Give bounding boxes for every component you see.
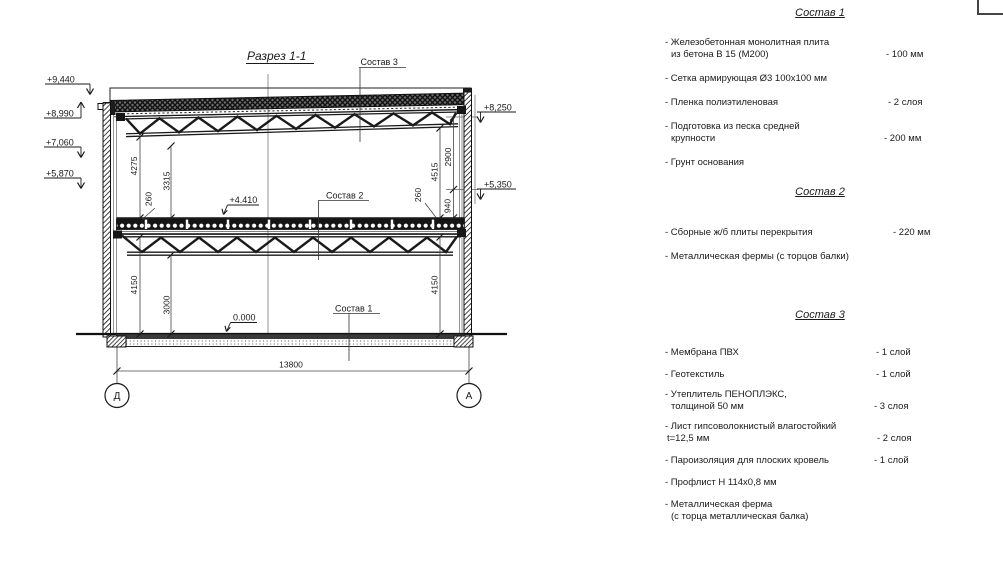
section-title — [246, 49, 314, 64]
legend-item-value: - 220 мм — [893, 227, 931, 238]
legend-item-text: - Пароизоляция для плоских кровель — [665, 455, 830, 466]
legend-item-text2: из бетона В 15 (М200) — [671, 49, 769, 60]
legend-item-value: - 1 слой — [874, 455, 909, 466]
axis-bubbles — [105, 384, 481, 408]
legend-item-value: - 3 слоя — [874, 401, 909, 412]
legend-item-text: - Геотекстиль — [665, 369, 725, 380]
axis-letter-left: Д — [113, 391, 121, 402]
elevation-8250: +8,250 — [484, 102, 512, 113]
legend-item-text: - Подготовка из песка средней — [665, 121, 800, 132]
dim-260-left: 260 — [143, 191, 154, 207]
dim-260-right: 260 — [413, 187, 423, 203]
dim-940: 940 — [442, 198, 453, 214]
axis-letter-right: А — [465, 391, 473, 402]
legend-item-text: - Железобетонная монолитная плита — [665, 37, 830, 48]
dim-3315: 3315 — [161, 171, 172, 191]
legend-item-value: - 2 слоя — [888, 97, 923, 108]
dim-4150-left: 4150 — [129, 275, 139, 295]
wall-right — [464, 92, 472, 337]
foundation-right — [454, 336, 473, 347]
legend-item-text: - Грунт основания — [665, 157, 745, 168]
legend-item — [665, 37, 880, 61]
legend-item — [665, 477, 880, 489]
elevation-8990: +8,990 — [46, 108, 74, 119]
legend-item — [665, 347, 880, 359]
roof-layer-band — [110, 93, 471, 112]
dim-4275: 4275 — [129, 156, 139, 176]
legend-item — [665, 389, 880, 413]
foundation-left — [107, 336, 126, 347]
legend-item — [665, 369, 880, 381]
legend-item — [665, 421, 890, 445]
sheet-frame-corner — [977, 0, 1003, 15]
legend-item-text: - Профлист Н 114х0,8 мм — [665, 477, 777, 488]
dim-span-13800: 13800 — [279, 359, 303, 370]
legend-item-value: - 2 слоя — [877, 433, 912, 444]
legend-item — [665, 455, 880, 467]
legend-item-text: - Сетка армирующая Ø3 100х100 мм — [665, 73, 828, 84]
legend-item-text: - Металлическая ферма — [665, 499, 773, 510]
callout-sostav-1: Состав 1 — [335, 303, 373, 314]
composition-legend — [660, 0, 1003, 584]
section-title-text: Разрез 1-1 — [247, 49, 307, 63]
legend-item-value: - 200 мм — [884, 133, 922, 144]
callout-sostav-2: Состав 2 — [326, 190, 364, 201]
wall-left — [103, 103, 111, 337]
dim-2900: 2900 — [443, 147, 453, 167]
legend-item — [665, 121, 880, 145]
elevation-marks-right — [477, 103, 516, 200]
legend-item — [665, 251, 905, 263]
legend-item — [665, 97, 880, 109]
elevation-marks-left — [44, 75, 94, 189]
legend-item-text2: крупности — [671, 133, 716, 144]
legend-item-text2: t=12,5 мм — [667, 433, 710, 444]
legend-item-text: - Мембрана ПВХ — [665, 347, 739, 358]
floor-truss — [113, 229, 466, 255]
ground-slab — [76, 334, 507, 347]
legend-heading-1: Состав 1 — [795, 7, 845, 19]
legend-item-text: - Лист гипсоволокнистый влагостойкий — [665, 421, 837, 432]
level-labels — [222, 195, 259, 332]
legend-heading-2: Состав 2 — [795, 186, 845, 198]
legend-item — [665, 227, 880, 239]
legend-item — [665, 73, 880, 85]
dim-4150-right: 4150 — [429, 275, 440, 295]
elevation-7060: +7,060 — [46, 137, 74, 148]
dim-4515: 4515 — [429, 162, 440, 182]
legend-item-value: - 1 слой — [876, 369, 911, 380]
level-4410: +4.410 — [229, 195, 258, 205]
legend-item-text: - Утеплитель ПЕНОПЛЭКС, — [665, 389, 787, 400]
section-drawing — [0, 0, 560, 430]
legend-item-text2: (с торца металлическая балка) — [671, 511, 809, 522]
level-0000: 0.000 — [233, 312, 256, 323]
callout-sostav-3: Состав 3 — [360, 57, 398, 67]
legend-item-value: - 100 мм — [886, 49, 924, 60]
elevation-5350: +5,350 — [484, 179, 512, 190]
legend-item-value: - 1 слой — [876, 347, 911, 358]
legend-heading-3: Состав 3 — [795, 309, 845, 321]
legend-item — [665, 157, 880, 169]
elevation-5870: +5,870 — [46, 168, 74, 179]
dim-3000: 3000 — [161, 295, 172, 315]
legend-item — [665, 499, 880, 523]
legend-item-text: - Металлическая фермы (с торцов балки) — [665, 251, 849, 262]
legend-item-text: - Сборные ж/б плиты перекрытия — [665, 227, 813, 238]
legend-item-text2: толщиной 50 мм — [671, 401, 744, 412]
legend-item-text: - Пленка полиэтиленовая — [665, 97, 779, 108]
elevation-9440: +9,440 — [47, 74, 75, 85]
